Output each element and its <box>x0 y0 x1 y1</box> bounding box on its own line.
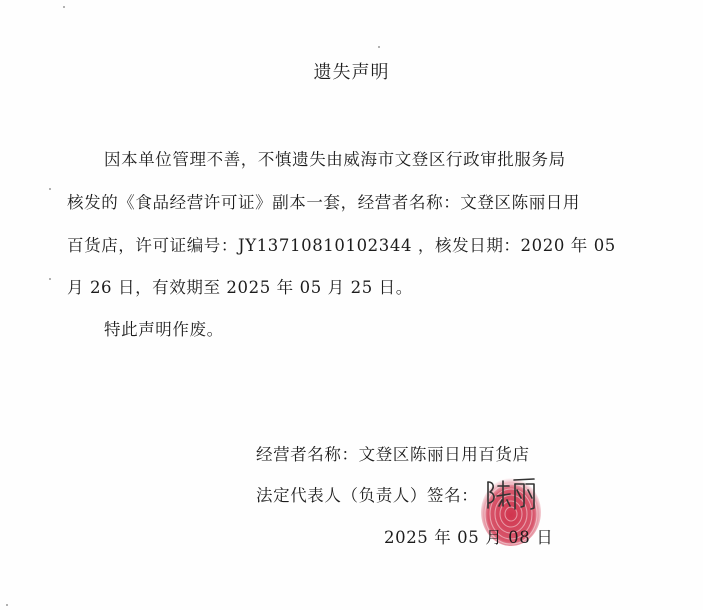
scan-speck <box>6 604 8 606</box>
scan-speck <box>49 278 51 280</box>
handwritten-signature <box>484 476 536 512</box>
body-line-2: 核发的《食品经营许可证》副本一套，经营者名称：文登区陈丽日用 <box>67 193 580 212</box>
representative-line: 法定代表人（负责人）签名： <box>256 486 479 505</box>
body-line-1: 因本单位管理不善，不慎遗失由威海市文登区行政审批服务局 <box>104 150 566 169</box>
document-title: 遗失声明 <box>313 62 390 83</box>
signature-date: 2025 年 05 月 08 日 <box>384 528 554 547</box>
scan-speck <box>63 6 65 8</box>
scan-speck <box>378 46 380 48</box>
closing-statement: 特此声明作废。 <box>104 320 224 339</box>
body-line-3: 百货店，许可证编号：JY13710810102344 ，核发日期：2020 年 05 <box>67 236 616 255</box>
scan-speck <box>49 188 51 190</box>
body-line-4: 月 26 日，有效期至 2025 年 05 月 25 日。 <box>67 278 413 297</box>
operator-name-line: 经营者名称：文登区陈丽日用百货店 <box>256 445 530 464</box>
